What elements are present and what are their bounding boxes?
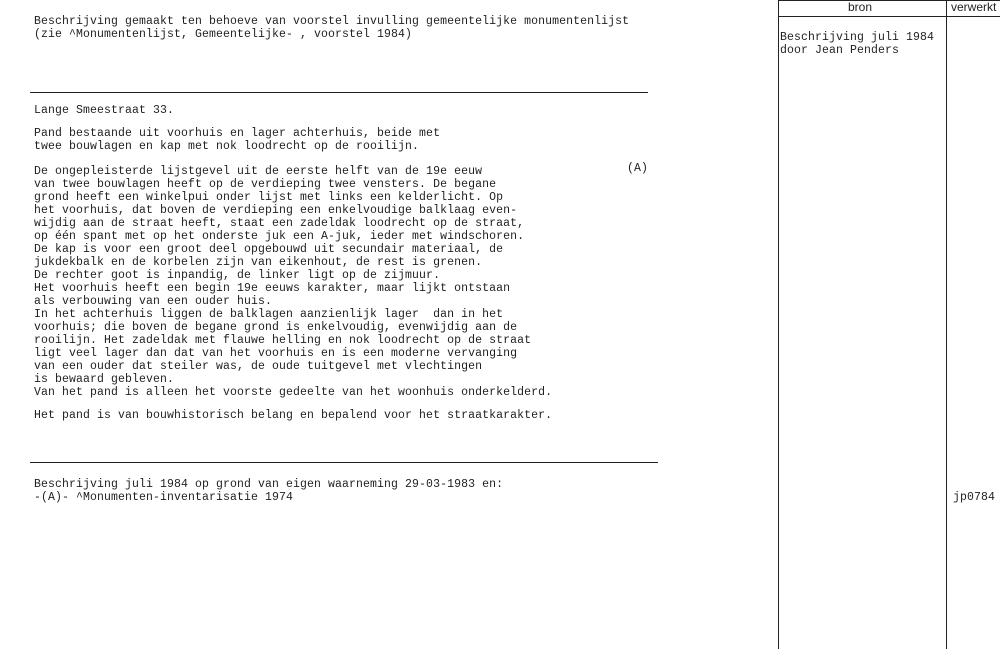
para2-line: van een ouder dat steiler was, de oude tuitgevel met vlechtingen — [34, 360, 483, 373]
para2-line: het voorhuis, dat boven de verdieping een enkelvoudige balklaag even- — [34, 204, 518, 217]
para2-line: wijdig aan de straat heeft, staat een zadeldak loodrecht op de straat, — [34, 217, 525, 230]
conclusion: Het pand is van bouwhistorisch belang en bepalend voor het straatkarakter. — [34, 409, 553, 422]
para2-line: voorhuis; die boven de begane grond is enkelvoudig, evenwijdig aan de — [34, 321, 518, 334]
bron-column-left-rule — [778, 0, 779, 649]
verwerkt-code: jp0784 — [953, 491, 996, 504]
para2-line: De kap is voor een groot deel opgebouwd uit secundair materiaal, de — [34, 243, 504, 256]
para1-line: Pand bestaande uit voorhuis en lager achterhuis, beide met — [34, 127, 441, 140]
source-note-line-2: door Jean Penders — [780, 44, 900, 57]
footer-divider — [30, 462, 658, 463]
footer-line-1: Beschrijving juli 1984 op grond van eigen waarneming 29-03-1983 en: — [34, 478, 504, 491]
reference-mark: (A) — [627, 162, 649, 175]
para2-line: grond heeft een winkelpui onder lijst met links een kelderlicht. Op — [34, 191, 504, 204]
header-divider — [30, 92, 648, 93]
para2-line: jukdekbalk en de korbelen zijn van eikenhout, de rest is grenen. — [34, 256, 483, 269]
bron-column-header: bron — [848, 0, 873, 14]
para2-line: De ongepleisterde lijstgevel uit de eerste helft van de 19e eeuw — [34, 165, 483, 178]
para2-line: rooilijn. Het zadeldak met flauwe helling en nok loodrecht op de straat — [34, 334, 532, 347]
header-line-2: (zie ^Monumentenlijst, Gemeentelijke- , voorstel 1984) — [34, 28, 413, 41]
footer-line-2: -(A)- ^Monumenten-inventarisatie 1974 — [34, 491, 294, 504]
para2-line: op één spant met op het onderste juk een A-juk, ieder met windschoren. — [34, 230, 525, 243]
para2-line: van twee bouwlagen heeft op de verdieping twee vensters. De begane — [34, 178, 497, 191]
verwerkt-column-left-rule — [946, 0, 947, 649]
header-line-1: Beschrijving gemaakt ten behoeve van voorstel invulling gemeentelijke monumentenlijst — [34, 15, 630, 28]
source-note-line-1: Beschrijving juli 1984 — [780, 31, 935, 44]
address: Lange Smeestraat 33. — [34, 104, 175, 117]
para2-line: als verbouwing van een ouder huis. — [34, 295, 273, 308]
verwerkt-column-header: verwerkt — [951, 0, 997, 14]
para2-line: In het achterhuis liggen de balklagen aanzienlijk lager dan in het — [34, 308, 504, 321]
para2-line: Het voorhuis heeft een begin 19e eeuws karakter, maar lijkt ontstaan — [34, 282, 511, 295]
para1-line: twee bouwlagen en kap met nok loodrecht op de rooilijn. — [34, 140, 420, 153]
column-header-bottom-rule — [778, 16, 1000, 17]
para2-line: is bewaard gebleven. — [34, 373, 175, 386]
para2-line: De rechter goot is inpandig, de linker ligt op de zijmuur. — [34, 269, 441, 282]
para2-line: Van het pand is alleen het voorste gedeelte van het woonhuis onderkelderd. — [34, 386, 553, 399]
para2-line: ligt veel lager dan dat van het voorhuis en is een moderne vervanging — [34, 347, 518, 360]
